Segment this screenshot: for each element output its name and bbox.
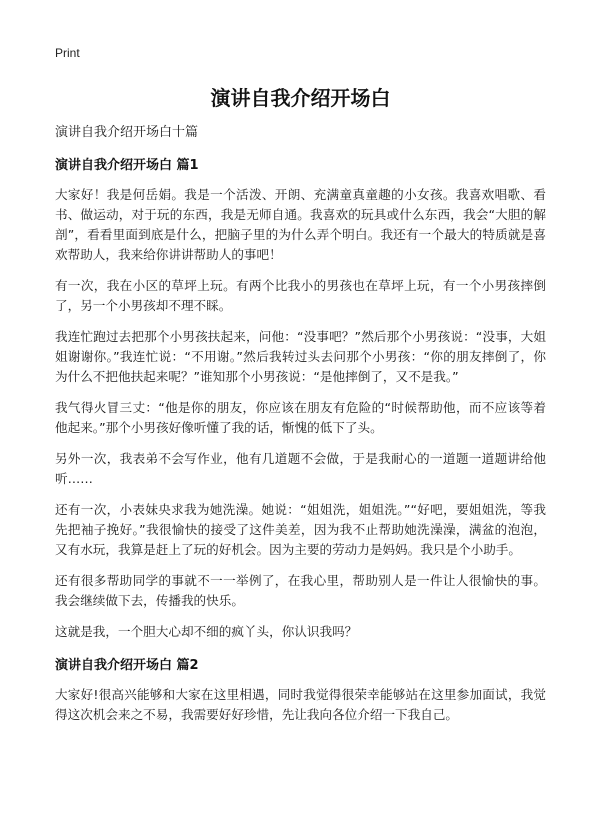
paragraph: 大家好！我是何岳娟。我是一个活泼、开朗、充满童真童趣的小女孩。我喜欢唱歌、看书、做运动，对于玩的东西，我是无师自通。我喜欢的玩具或什么东西，我会“大胆的解剖”，看看里面到底是什么，把脑子里的为什么弄个明白。我还有一个最大的特质就是喜欢帮助人，我来给你讲讲帮助人的事吧！ <box>55 187 546 262</box>
paragraph: 还有一次，小表妹央求我为她洗澡。她说：“姐姐洗，姐姐洗。”“好吧，要姐姐洗，等我先把袖子挽好。”我很愉快的接受了这件美差，因为我不止帮助她洗澡澡，满盆的泡泡，又有水玩，我算是赶上了玩的好机会。因为主要的劳动力是妈妈。我只是个小助手。 <box>55 502 546 557</box>
paragraph: 有一次，我在小区的草坪上玩。有两个比我小的男孩也在草坪上玩，有一个小男孩摔倒了，另一个小男孩却不理不睬。 <box>55 278 546 313</box>
paragraph: 我气得火冒三丈：“他是你的朋友，你应该在朋友有危险的“时候帮助他，而不应该等着他起来。”那个小男孩好像听懂了我的话，惭愧的低下了头。 <box>55 400 546 435</box>
paragraph: 还有很多帮助同学的事就不一一举例了，在我心里，帮助别人是一件让人很愉快的事。我会继续做下去，传播我的快乐。 <box>55 573 546 608</box>
page-subtitle: 演讲自我介绍开场白十篇 <box>55 125 199 140</box>
paragraph: 大家好!很高兴能够和大家在这里相遇，同时我觉得很荣幸能够站在这里参加面试，我觉得这次机会来之不易，我需要好好珍惜，先让我向各位介绍一下我自己。 <box>55 687 546 722</box>
print-link[interactable]: Print <box>55 46 80 60</box>
paragraph: 我连忙跑过去把那个小男孩扶起来，问他：“没事吧？”然后那个小男孩说：“没事，大姐姐谢谢你。”我连忙说：“不用谢。”然后我转过头去问那个小男孩：“你的朋友摔倒了，你为什么不把他扶起来呢？”谁知那个小男孩说：“是他摔倒了，又不是我。” <box>55 329 546 384</box>
paragraph: 这就是我，一个胆大心却不细的疯丫头，你认识我吗？ <box>55 624 358 639</box>
page-title: 演讲自我介绍开场白 <box>210 86 391 110</box>
paragraph: 另外一次，我表弟不会写作业，他有几道题不会做，于是我耐心的一道题一道题讲给他听…… <box>55 451 546 486</box>
section-heading-1: 演讲自我介绍开场白 篇1 <box>55 158 199 173</box>
section-heading-2: 演讲自我介绍开场白 篇2 <box>55 658 199 673</box>
